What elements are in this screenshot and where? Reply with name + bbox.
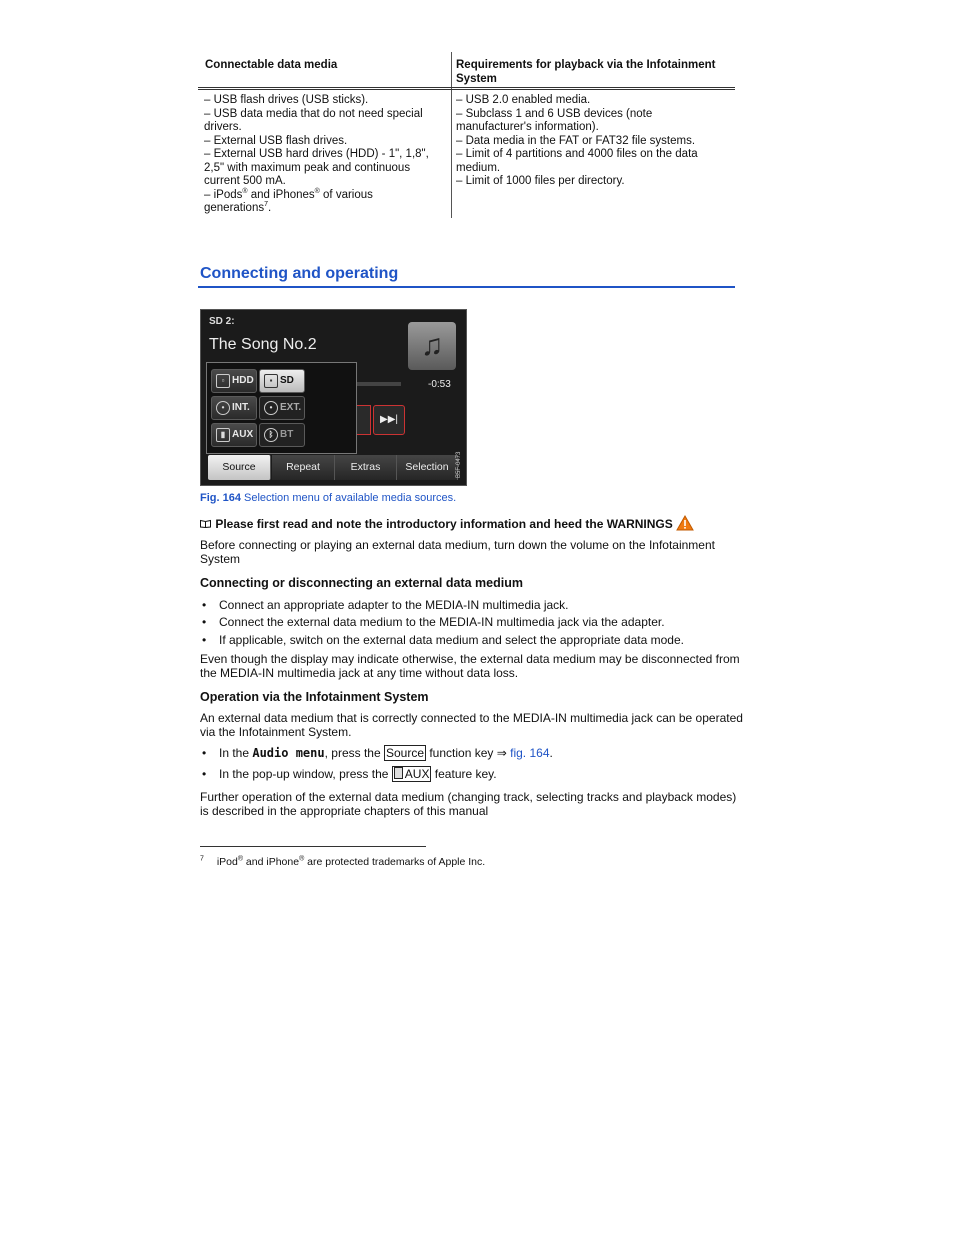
table-line-ipods: – iPods® and iPhones® of various: [204, 187, 373, 201]
figure-caption-text: Selection menu of available media sources.: [240, 492, 457, 504]
heading-operation: Operation via the Infotainment System: [200, 690, 429, 704]
bullet-item: • Connect an appropriate adapter to the MEDIA-IN multimedia jack.: [202, 598, 569, 612]
table-line: manufacturer's information).: [456, 121, 599, 133]
tab-repeat[interactable]: Repeat: [272, 455, 335, 480]
bullet-item: • If applicable, switch on the external data medium and select the appropriate data mode.: [202, 633, 684, 647]
section-rule: [198, 286, 735, 288]
intro-line: [200, 515, 694, 534]
table-header-requirements: [456, 58, 715, 86]
figure-number: Fig. 164: [200, 492, 241, 504]
table-cell-requirements: [456, 94, 698, 189]
paragraph-disconnect: [200, 652, 740, 680]
figure-caption: [200, 492, 456, 504]
bullet-dot: •: [202, 598, 207, 612]
paragraph-line: System: [200, 552, 241, 566]
table-line: – USB data media that do not need special: [204, 107, 423, 120]
popup-button-ext[interactable]: • EXT.: [259, 396, 305, 420]
disc-changer-icon: •: [264, 401, 278, 415]
source-key: Source: [385, 746, 425, 760]
disc-icon: •: [216, 401, 230, 415]
popup-button-hdd[interactable]: ▫ HDD: [211, 369, 257, 393]
warning-icon[interactable]: [676, 515, 694, 534]
table-line: drivers.: [204, 121, 242, 133]
table-header-rule: [198, 87, 735, 90]
tab-source[interactable]: Source: [208, 455, 271, 480]
paragraph-line: via the Infotainment System.: [200, 725, 352, 739]
table-line: medium.: [456, 161, 501, 174]
table-column-divider: [451, 52, 452, 218]
screen-time: -0:53: [428, 379, 451, 390]
bullet-item: • In the pop-up window, press the AUX feature key.: [202, 767, 497, 781]
paragraph-line: the MEDIA-IN multimedia jack at any time without data loss.: [200, 666, 519, 680]
aux-key-icon: [394, 767, 403, 779]
bullet-item: • Connect the external data medium to the MEDIA-IN multimedia jack via the adapter.: [202, 615, 665, 629]
infotainment-screen-image: [200, 309, 467, 486]
table-line: – USB flash drives (USB sticks).: [204, 94, 369, 106]
table-line: 2,5" with maximum peak and continuous: [204, 161, 411, 174]
popup-button-bt[interactable]: ᛒ BT: [259, 423, 305, 447]
sd-card-icon: ▪: [264, 374, 278, 388]
paragraph-operation: [200, 711, 743, 739]
paragraph-line: An external data medium that is correctly connected to the MEDIA-IN multimedia jack can be operated: [200, 711, 743, 725]
table-line: current 500 mA.: [204, 175, 286, 187]
paragraph-volume: [200, 538, 715, 566]
progress-bar: [351, 382, 401, 386]
bullet-dot: •: [202, 633, 207, 647]
aux-icon: ▮: [216, 428, 230, 442]
bullet-dot: •: [202, 746, 207, 760]
table-line-generations: generations$^7$.: [204, 201, 272, 214]
footnote: $^7$ iPod® and iPhone® are protected trademarks of Apple Inc.: [200, 855, 486, 868]
paragraph-line: Further operation of the external data medium (changing track, selecting tracks and playback modes): [200, 790, 737, 804]
footnote-rule: [200, 846, 426, 847]
section-title: Connecting and operating: [200, 265, 399, 282]
footnote-number: 7: [200, 855, 204, 863]
table-line: – External USB hard drives (HDD) - 1", 1,8",: [204, 148, 429, 160]
tab-extras[interactable]: Extras: [335, 455, 397, 480]
bluetooth-icon: ᛒ: [264, 428, 278, 442]
prev-button-edge: [356, 405, 371, 435]
screen-image-code: B5F-0473: [456, 451, 462, 478]
paragraph-line: is described in the appropriate chapters of this manual: [200, 804, 489, 818]
table-cell-media: [204, 94, 429, 216]
table-line: – Limit of 4 partitions and 4000 files on the data: [456, 148, 698, 160]
paragraph-line: Before connecting or playing an external data medium, turn down the volume on the Infotainment: [200, 538, 715, 552]
arrow-icon: ⇒: [496, 746, 507, 760]
table-line: – Subclass 1 and 6 USB devices (note: [456, 107, 653, 120]
hdd-icon: ▫: [216, 374, 230, 388]
popup-button-aux[interactable]: ▮ AUX: [211, 423, 257, 447]
paragraph-further: [200, 790, 736, 818]
tab-selection[interactable]: Selection: [397, 455, 458, 480]
bullet-dot: •: [202, 767, 207, 781]
table-header-requirements-line: Requirements for playback via the Infotainment: [456, 59, 716, 71]
table-line: – External USB flash drives.: [204, 134, 348, 147]
music-note-icon: ♫: [408, 322, 456, 370]
next-track-button[interactable]: ▶▶|: [373, 405, 405, 435]
table-header-requirements-line: System: [456, 73, 497, 85]
popup-button-int[interactable]: • INT.: [211, 396, 257, 420]
bullet-dot: •: [202, 615, 207, 629]
intro-text[interactable]: Please first read and note the introductory information and heed the WARNINGS: [215, 517, 673, 531]
table-line: – Data media in the FAT or FAT32 file systems.: [456, 134, 696, 147]
screen-source-label: SD 2:: [209, 316, 235, 327]
audio-menu-label: Audio menu: [252, 746, 325, 760]
source-popup: [206, 362, 357, 454]
table-line: – Limit of 1000 files per directory.: [456, 175, 625, 187]
table-line: – USB 2.0 enabled media.: [456, 94, 591, 106]
bullet-item: • In the Audio menu, press the Source function key ⇒ fig. 164.: [202, 746, 553, 760]
table-header-media: Connectable data media: [205, 59, 338, 71]
paragraph-line: Even though the display may indicate otherwise, the external data medium may be disconnected from: [200, 652, 740, 666]
heading-connecting: Connecting or disconnecting an external data medium: [200, 576, 523, 590]
book-icon: [200, 517, 212, 531]
figure-reference-link[interactable]: fig. 164: [506, 746, 550, 760]
aux-key: AUX: [392, 766, 432, 782]
popup-button-sd[interactable]: ▪ SD: [259, 369, 305, 393]
screen-song-title: The Song No.2: [209, 336, 317, 353]
